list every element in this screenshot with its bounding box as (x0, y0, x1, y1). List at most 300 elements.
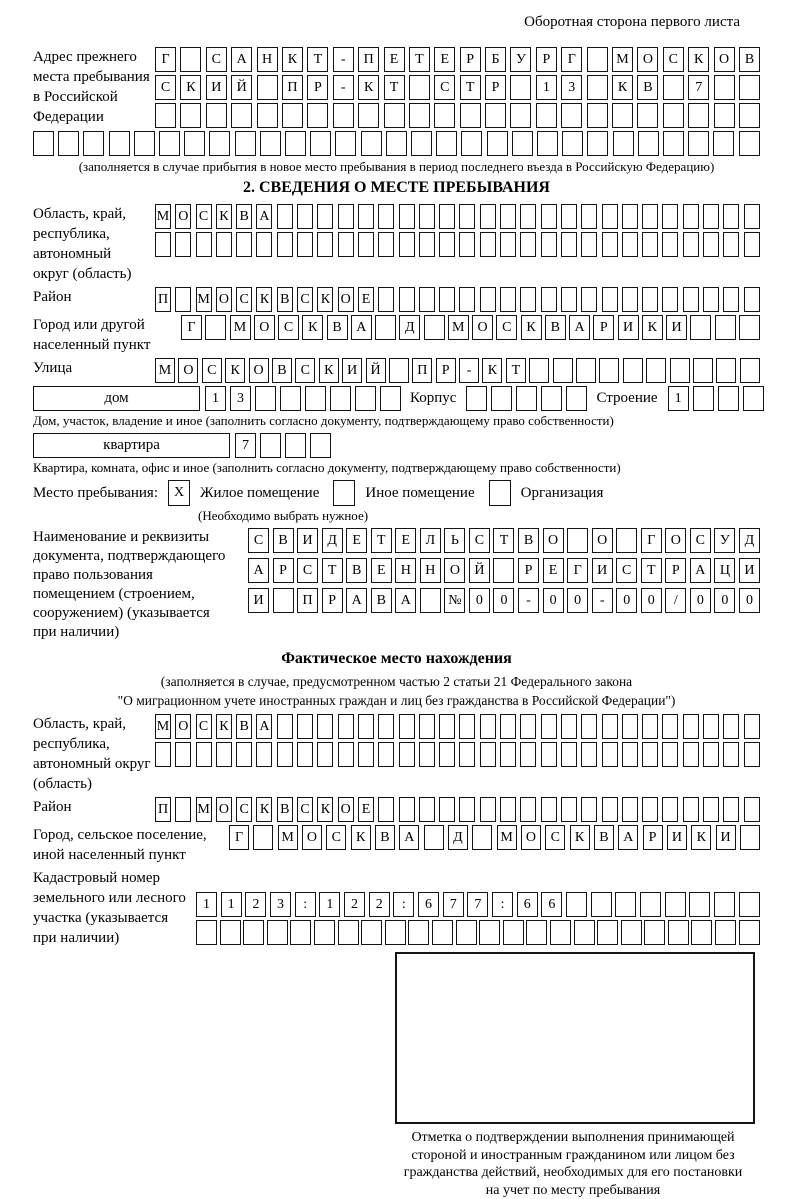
char-box (561, 742, 577, 767)
char-box (399, 797, 415, 822)
char-box (256, 232, 272, 257)
char-box (314, 920, 335, 945)
char-box (715, 920, 736, 945)
char-box (472, 825, 492, 850)
char-box: М (196, 797, 212, 822)
char-box (613, 131, 634, 156)
char-box: : (295, 892, 316, 917)
char-box: Р (436, 358, 456, 383)
char-box: К (521, 315, 542, 340)
label-line: округ (область) (33, 264, 155, 284)
char-box (83, 131, 104, 156)
char-box (520, 714, 536, 739)
label-line: при наличии) (33, 623, 248, 642)
caption-line: на учет по месту пребывания (363, 1182, 783, 1199)
char-box (665, 892, 686, 917)
korpus-cells (466, 386, 587, 411)
char-box: 7 (688, 75, 709, 100)
document-row-2 (248, 558, 760, 583)
char-box: О (592, 528, 613, 553)
char-box (338, 204, 354, 229)
apartment-note: Квартира, комната, офис и иное (заполнить согласно документу, подтверждающему право собственности) (33, 460, 760, 476)
char-box (439, 232, 455, 257)
char-box: А (569, 315, 590, 340)
char-box: С (297, 558, 318, 583)
char-box: А (248, 558, 269, 583)
char-box: 0 (567, 588, 588, 613)
char-box (718, 386, 739, 411)
char-box: 0 (616, 588, 637, 613)
char-box (378, 714, 394, 739)
char-box: В (236, 204, 252, 229)
char-box: Й (231, 75, 252, 100)
prev-address-row-3 (155, 103, 760, 128)
apartment-row (33, 433, 760, 458)
label-line: документа, подтверждающего (33, 547, 248, 566)
char-box: А (690, 558, 711, 583)
char-box (616, 528, 637, 553)
actual-region-label (33, 714, 155, 794)
char-box (615, 892, 636, 917)
char-box (550, 920, 571, 945)
char-box: : (492, 892, 513, 917)
char-box (567, 528, 588, 553)
char-box: И (342, 358, 362, 383)
char-box: И (666, 315, 687, 340)
char-box: И (667, 825, 687, 850)
char-box (290, 920, 311, 945)
char-box: Т (493, 528, 514, 553)
char-box: О (302, 825, 322, 850)
char-box: С (206, 47, 227, 72)
label-line: Город, сельское поселение, (33, 825, 229, 845)
char-box (399, 204, 415, 229)
char-box: В (327, 315, 348, 340)
char-box (439, 742, 455, 767)
char-box: В (739, 47, 760, 72)
checkbox-organization (489, 480, 511, 506)
char-box (134, 131, 155, 156)
char-box (520, 232, 536, 257)
char-box (385, 920, 406, 945)
city-field (33, 315, 760, 355)
actual-region-field (33, 714, 760, 794)
char-box (338, 742, 354, 767)
char-box: С (297, 287, 313, 312)
char-box: Г (561, 47, 582, 72)
char-box (466, 386, 487, 411)
char-box (260, 131, 281, 156)
label-line: право пользования (33, 566, 248, 585)
char-box (282, 103, 303, 128)
char-box (602, 232, 618, 257)
char-box (644, 920, 665, 945)
region-row-1 (155, 204, 760, 229)
label-line: Город или другой (33, 315, 181, 335)
char-box: Т (384, 75, 405, 100)
cadastral-row-1 (196, 892, 760, 917)
char-box (459, 287, 475, 312)
prev-address-row-4 (33, 131, 760, 156)
char-box (553, 358, 573, 383)
char-box (566, 386, 587, 411)
char-box (380, 386, 401, 411)
char-box (480, 232, 496, 257)
char-box: Е (358, 797, 374, 822)
prev-address-row-2 (155, 75, 760, 100)
char-box: Д (739, 528, 760, 553)
actual-location-note-2: "О миграционном учете иностранных граждан и лиц без гражданства в Российской Федерации") (33, 691, 760, 710)
label-line: Наименование и реквизиты (33, 528, 248, 547)
char-box: 7 (235, 433, 256, 458)
label-line: Кадастровый номер (33, 868, 196, 888)
char-box: Й (366, 358, 386, 383)
district-label: Район (33, 287, 155, 312)
char-box (561, 714, 577, 739)
char-box (256, 742, 272, 767)
char-box (723, 232, 739, 257)
char-box: 1 (205, 386, 226, 411)
char-box: Г (641, 528, 662, 553)
char-box (333, 103, 354, 128)
char-box (503, 920, 524, 945)
char-box: 0 (493, 588, 514, 613)
char-box: - (459, 358, 479, 383)
char-box (419, 204, 435, 229)
char-box (602, 204, 618, 229)
page-side-note: Оборотная сторона первого листа (33, 14, 740, 31)
char-box (602, 714, 618, 739)
checkbox-residential: X (168, 480, 190, 506)
char-box (693, 358, 713, 383)
char-box (602, 797, 618, 822)
char-box: С (248, 528, 269, 553)
char-box (581, 797, 597, 822)
char-box (740, 825, 760, 850)
char-box: К (317, 287, 333, 312)
char-box (277, 232, 293, 257)
char-box: С (202, 358, 222, 383)
char-box: М (612, 47, 633, 72)
char-box (159, 131, 180, 156)
char-box (638, 131, 659, 156)
char-box (487, 131, 508, 156)
char-box (500, 797, 516, 822)
char-box (175, 287, 191, 312)
char-box (317, 204, 333, 229)
char-box (460, 103, 481, 128)
char-box (520, 287, 536, 312)
char-box (459, 204, 475, 229)
char-box (510, 103, 531, 128)
char-box: К (216, 204, 232, 229)
char-box: В (594, 825, 614, 850)
label-line: в Российской (33, 87, 155, 107)
char-box (493, 558, 514, 583)
char-box (691, 920, 712, 945)
option-other-premises-label: Иное помещение (365, 485, 474, 502)
char-box (257, 75, 278, 100)
char-box (683, 204, 699, 229)
char-box (436, 131, 457, 156)
char-box (688, 131, 709, 156)
section2-title: 2. СВЕДЕНИЯ О МЕСТЕ ПРЕБЫВАНИЯ (33, 179, 760, 197)
prev-address-note: (заполняется в случае прибытия в новое место пребывания в период последнего въезда в Российскую Федерацию) (33, 159, 760, 175)
label-line: (область) (33, 774, 155, 794)
char-box (561, 204, 577, 229)
char-box (358, 714, 374, 739)
char-box (491, 386, 512, 411)
checkbox-other-premises (333, 480, 355, 506)
char-box (155, 232, 171, 257)
char-box: А (256, 204, 272, 229)
char-box (439, 714, 455, 739)
char-box (599, 358, 619, 383)
char-box: В (518, 528, 539, 553)
house-row (33, 386, 760, 411)
char-box (723, 204, 739, 229)
region-row-2 (155, 232, 760, 257)
char-box: 2 (369, 892, 390, 917)
char-box (703, 742, 719, 767)
char-box (155, 742, 171, 767)
char-box: И (206, 75, 227, 100)
char-box: Р (593, 315, 614, 340)
actual-region-row-1 (155, 714, 760, 739)
char-box: А (231, 47, 252, 72)
char-box (432, 920, 453, 945)
street-field (33, 358, 760, 383)
char-box (420, 588, 441, 613)
char-box: О (444, 558, 465, 583)
char-box (206, 103, 227, 128)
char-box: С (196, 714, 212, 739)
char-box (536, 103, 557, 128)
char-box (399, 714, 415, 739)
char-box (739, 315, 760, 340)
char-box: П (155, 797, 171, 822)
char-box: М (278, 825, 298, 850)
char-box: 0 (543, 588, 564, 613)
char-box (662, 287, 678, 312)
char-box: О (216, 797, 232, 822)
char-box (688, 103, 709, 128)
char-box: О (338, 287, 354, 312)
char-box: К (612, 75, 633, 100)
char-box: С (295, 358, 315, 383)
char-box (285, 433, 306, 458)
char-box: С (690, 528, 711, 553)
char-box (662, 204, 678, 229)
label-line: Область, край, (33, 204, 155, 224)
char-box: Г (229, 825, 249, 850)
char-box: 1 (319, 892, 340, 917)
house-type-box: дом (33, 386, 200, 411)
char-box (713, 131, 734, 156)
char-box (33, 131, 54, 156)
char-box (175, 742, 191, 767)
char-box: 0 (690, 588, 711, 613)
char-box (419, 742, 435, 767)
char-box (703, 232, 719, 257)
actual-district-label: Район (33, 797, 155, 822)
char-box (562, 131, 583, 156)
char-box (739, 892, 760, 917)
char-box (591, 892, 612, 917)
char-box: И (618, 315, 639, 340)
actual-district-field (33, 797, 760, 822)
actual-city-field (33, 825, 760, 865)
prev-address-row-1 (155, 47, 760, 72)
char-box (520, 797, 536, 822)
char-box: С (196, 204, 212, 229)
char-box (526, 920, 547, 945)
korpus-label: Корпус (410, 390, 456, 407)
char-box: - (333, 47, 354, 72)
option-residential-label: Жилое помещение (200, 485, 319, 502)
char-box: В (277, 797, 293, 822)
char-box (297, 204, 313, 229)
char-box: О (521, 825, 541, 850)
label-line: республика, (33, 224, 155, 244)
caption-line: Отметка о подтверждении выполнения принимающей (363, 1129, 783, 1147)
char-box (277, 742, 293, 767)
char-box (714, 75, 735, 100)
actual-city-row (229, 825, 760, 850)
label-line: автономный (33, 244, 155, 264)
char-box (622, 204, 638, 229)
char-box (216, 742, 232, 767)
char-box (439, 797, 455, 822)
char-box (459, 742, 475, 767)
char-box (297, 232, 313, 257)
char-box (637, 103, 658, 128)
char-box (399, 232, 415, 257)
char-box (743, 386, 764, 411)
char-box (399, 287, 415, 312)
char-box: О (175, 204, 191, 229)
char-box: К (180, 75, 201, 100)
char-box (378, 287, 394, 312)
char-box: К (482, 358, 502, 383)
char-box (338, 232, 354, 257)
char-box (693, 386, 714, 411)
char-box (723, 287, 739, 312)
char-box: 3 (561, 75, 582, 100)
char-box: К (317, 797, 333, 822)
char-box (662, 797, 678, 822)
char-box (561, 103, 582, 128)
char-box (714, 103, 735, 128)
char-box: П (412, 358, 432, 383)
char-box (541, 204, 557, 229)
char-box: К (256, 797, 272, 822)
char-box: - (592, 588, 613, 613)
char-box (480, 204, 496, 229)
char-box (566, 892, 587, 917)
char-box (622, 232, 638, 257)
char-box (683, 714, 699, 739)
char-box: О (637, 47, 658, 72)
label-line: Федерации (33, 107, 155, 127)
char-box (439, 287, 455, 312)
char-box: 1 (196, 892, 217, 917)
char-box (408, 920, 429, 945)
char-box: О (175, 714, 191, 739)
char-box: Е (358, 287, 374, 312)
char-box: Т (307, 47, 328, 72)
char-box (175, 797, 191, 822)
char-box: Й (469, 558, 490, 583)
char-box: 0 (641, 588, 662, 613)
char-box (399, 742, 415, 767)
char-box: Р (536, 47, 557, 72)
char-box (739, 75, 760, 100)
char-box (285, 131, 306, 156)
char-box: Е (543, 558, 564, 583)
char-box (424, 825, 444, 850)
char-box (602, 287, 618, 312)
char-box (338, 920, 359, 945)
label-line: при наличии) (33, 928, 196, 948)
char-box: П (358, 47, 379, 72)
char-box (500, 287, 516, 312)
char-box: П (282, 75, 303, 100)
char-box: Т (409, 47, 430, 72)
apartment-cells (235, 433, 331, 458)
actual-city-label (33, 825, 229, 865)
char-box (280, 386, 301, 411)
char-box (500, 204, 516, 229)
char-box (510, 75, 531, 100)
char-box: К (351, 825, 371, 850)
char-box: К (642, 315, 663, 340)
char-box: К (302, 315, 323, 340)
caption-line: стороной и иностранным гражданином или лицом без (363, 1147, 783, 1165)
char-box (520, 742, 536, 767)
char-box: П (155, 287, 171, 312)
char-box: В (346, 558, 367, 583)
label-line: республика, (33, 734, 155, 754)
char-box: Д (399, 315, 420, 340)
char-box (500, 714, 516, 739)
document-label (33, 528, 248, 642)
char-box (587, 47, 608, 72)
house-note: Дом, участок, владение и иное (заполнить согласно документу, подтверждающему право собственности) (33, 413, 760, 429)
char-box: О (714, 47, 735, 72)
char-box: И (716, 825, 736, 850)
char-box (384, 103, 405, 128)
char-box (419, 797, 435, 822)
char-box: А (399, 825, 419, 850)
char-box (663, 131, 684, 156)
char-box: А (395, 588, 416, 613)
option-organization-label: Организация (521, 485, 604, 502)
stroenie-label: Строение (596, 390, 657, 407)
char-box (180, 103, 201, 128)
cadastral-field (33, 868, 760, 948)
label-line: автономный округ (33, 754, 155, 774)
char-box: В (273, 528, 294, 553)
char-box: Р (643, 825, 663, 850)
char-box: И (592, 558, 613, 583)
char-box (456, 920, 477, 945)
char-box: В (637, 75, 658, 100)
char-box (378, 204, 394, 229)
char-box (485, 103, 506, 128)
char-box: 2 (245, 892, 266, 917)
char-box (561, 797, 577, 822)
